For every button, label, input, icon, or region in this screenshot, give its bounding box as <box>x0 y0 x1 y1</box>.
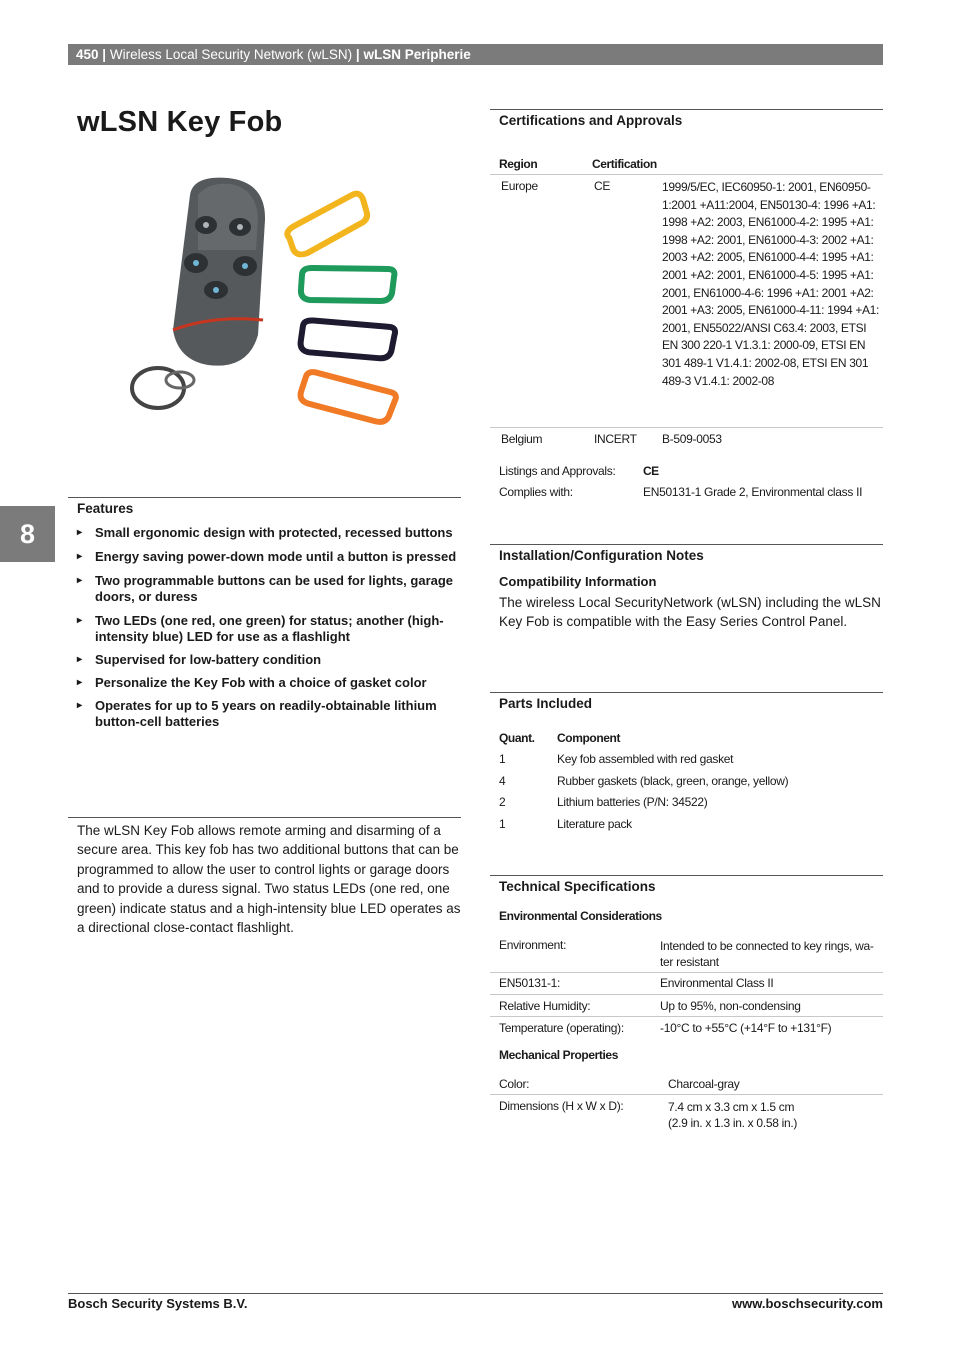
compatibility-subheading: Compatibility Information <box>499 574 657 589</box>
spec-label: Environment: <box>499 938 567 952</box>
feature-item: ▸ Small ergonomic design with protected, recessed buttons <box>77 525 461 541</box>
spec-value: -10°C to +55°C (+14°F to +131°F) <box>660 1021 832 1035</box>
header-section: Wireless Local Security Network (wLSN) <box>109 47 353 62</box>
feature-item: ▸ Energy saving power-down mode until a button is pressed <box>77 549 461 565</box>
part-quant: 4 <box>499 774 506 788</box>
chapter-tab: 8 <box>0 506 55 562</box>
cert-region: Europe <box>501 179 538 193</box>
spec-value: Environmental Class II <box>660 976 774 990</box>
black-gasket-icon <box>300 320 396 359</box>
table-rule <box>490 994 883 995</box>
table-rule <box>490 427 883 428</box>
part-quant: 1 <box>499 752 506 766</box>
cert-detail: B-509-0053 <box>662 432 722 446</box>
col-region-header: Region <box>499 157 538 171</box>
compatibility-text: The wireless Local SecurityNetwork (wLSN) including the wLSN Key Fob is compatible with the Easy Series Control Panel. <box>499 595 881 630</box>
feature-item: ▸ Supervised for low-battery condition <box>77 652 461 668</box>
parts-heading: Parts Included <box>499 696 593 711</box>
feature-item: ▸ Operates for up to 5 years on readily-obtainable lithium button-cell batteries <box>77 698 461 730</box>
table-rule <box>490 174 883 175</box>
table-rule <box>490 1094 883 1095</box>
footer-rule <box>68 1293 883 1294</box>
description-text: The wLSN Key Fob allows remote arming and disarming of a secure area. This key fob has two additional buttons that can be programmed to allow the user to control lights or garage doors and to provide a duress signal. Two status LEDs (one red, one green) indicate status and a high-intensity blue LED operates as a directional close-contact flashlight. <box>77 823 461 936</box>
specs-rule <box>490 875 883 876</box>
header-chapter: wLSN Peripherie <box>363 47 471 62</box>
cert-type: CE <box>594 179 611 193</box>
feature-item: ▸ Two programmable buttons can be used for lights, garage doors, or duress <box>77 573 461 605</box>
spec-value <box>660 938 874 970</box>
complies-label: Complies with: <box>499 485 573 499</box>
cert-region: Belgium <box>501 432 543 446</box>
spec-label: Dimensions (H x W x D): <box>499 1099 624 1113</box>
col-quant-header: Quant. <box>499 731 535 745</box>
specs-heading: Technical Specifications <box>499 879 656 894</box>
feature-item: ▸ Two LEDs (one red, one green) for status; another (high-intensity blue) LED for use as a flashlight <box>77 613 461 645</box>
spec-label: Color: <box>499 1077 530 1091</box>
green-gasket-icon <box>301 268 394 301</box>
mech-heading: Mechanical Properties <box>499 1048 618 1062</box>
ce-mark-icon: CE <box>643 464 659 478</box>
part-component: Lithium batteries (P/N: 34522) <box>557 795 708 809</box>
listings-label: Listings and Approvals: <box>499 464 616 478</box>
spec-label: Relative Humidity: <box>499 999 591 1013</box>
cert-detail: 1999/5/EC, IEC60950-1: 2001, EN60950-1:2001 +A11:2004, EN50130-4: 1996 +A1: 1998 +A2: 2003, EN61000-4-2: 1995 +A1: 1998 +A2: 2001, EN61000-4-3: 2002 +A1: 2003 +A2: 2005, EN61000-4-4: 1995 +A1: 2001 +A2: 2001, EN61000-4-5: 1995 +A1: 2001, EN61000-4-6: 1996 +A1: 2001 +A2: 2001 +A3: 2005, EN61000-4-11: 1994 +A1: 2001, EN55022/ANSI C63.4: 2003, ETSI EN 300 220-1 V1.3.1: 2000-09, ETSI EN 301 489-1 V1.4.1: 2002-08, ETSI EN 301 489-3 V1.4.1: 2002-08 <box>662 180 879 388</box>
part-quant: 2 <box>499 795 506 809</box>
feature-item: ▸ Personalize the Key Fob with a choice of gasket color <box>77 675 461 691</box>
yellow-gasket-icon <box>283 189 373 259</box>
col-certification-header: Certification <box>592 157 657 171</box>
part-component: Rubber gaskets (black, green, orange, yellow) <box>557 774 789 788</box>
installation-rule <box>490 544 883 545</box>
part-component: Key fob assembled with red gasket <box>557 752 734 766</box>
spec-value-line: ter resistant <box>660 955 719 969</box>
installation-heading: Installation/Configuration Notes <box>499 548 704 563</box>
spec-value: Charcoal-gray <box>668 1077 740 1091</box>
part-quant: 1 <box>499 817 506 831</box>
parts-rule <box>490 692 883 693</box>
features-list <box>77 525 461 730</box>
spec-value-line: 7.4 cm x 3.3 cm x 1.5 cm <box>668 1100 795 1114</box>
footer-company: Bosch Security Systems B.V. <box>68 1296 248 1311</box>
footer-website-link[interactable]: www.boschsecurity.com <box>732 1296 883 1311</box>
spec-value <box>668 1099 797 1131</box>
cert-type: INCERT <box>594 432 637 446</box>
spec-label: Temperature (operating): <box>499 1021 624 1035</box>
features-rule <box>68 497 461 498</box>
key-fob-illustration <box>118 160 408 455</box>
col-component-header: Component <box>557 731 621 745</box>
features-heading: Features <box>77 501 134 516</box>
complies-value: EN50131-1 Grade 2, Environmental class II <box>643 485 863 499</box>
description-rule <box>68 817 461 818</box>
env-heading: Environmental Considerations <box>499 909 662 923</box>
spec-label: EN50131-1: <box>499 976 561 990</box>
certifications-rule <box>490 109 883 110</box>
spec-value-line: (2.9 in. x 1.3 in. x 0.58 in.) <box>668 1116 798 1130</box>
table-rule <box>490 1016 883 1017</box>
running-header: 450 | Wireless Local Security Network (wLSN) | wLSN Peripherie <box>68 44 883 65</box>
product-image <box>118 160 408 455</box>
spec-value-line: Intended to be connected to key rings, wa- <box>660 939 874 953</box>
page-title: wLSN Key Fob <box>77 106 283 138</box>
page-number: 450 <box>76 47 99 62</box>
certifications-heading: Certifications and Approvals <box>499 113 683 128</box>
spec-value: Up to 95%, non-condensing <box>660 999 801 1013</box>
part-component: Literature pack <box>557 817 632 831</box>
orange-gasket-icon <box>298 370 397 425</box>
table-rule <box>490 972 883 973</box>
